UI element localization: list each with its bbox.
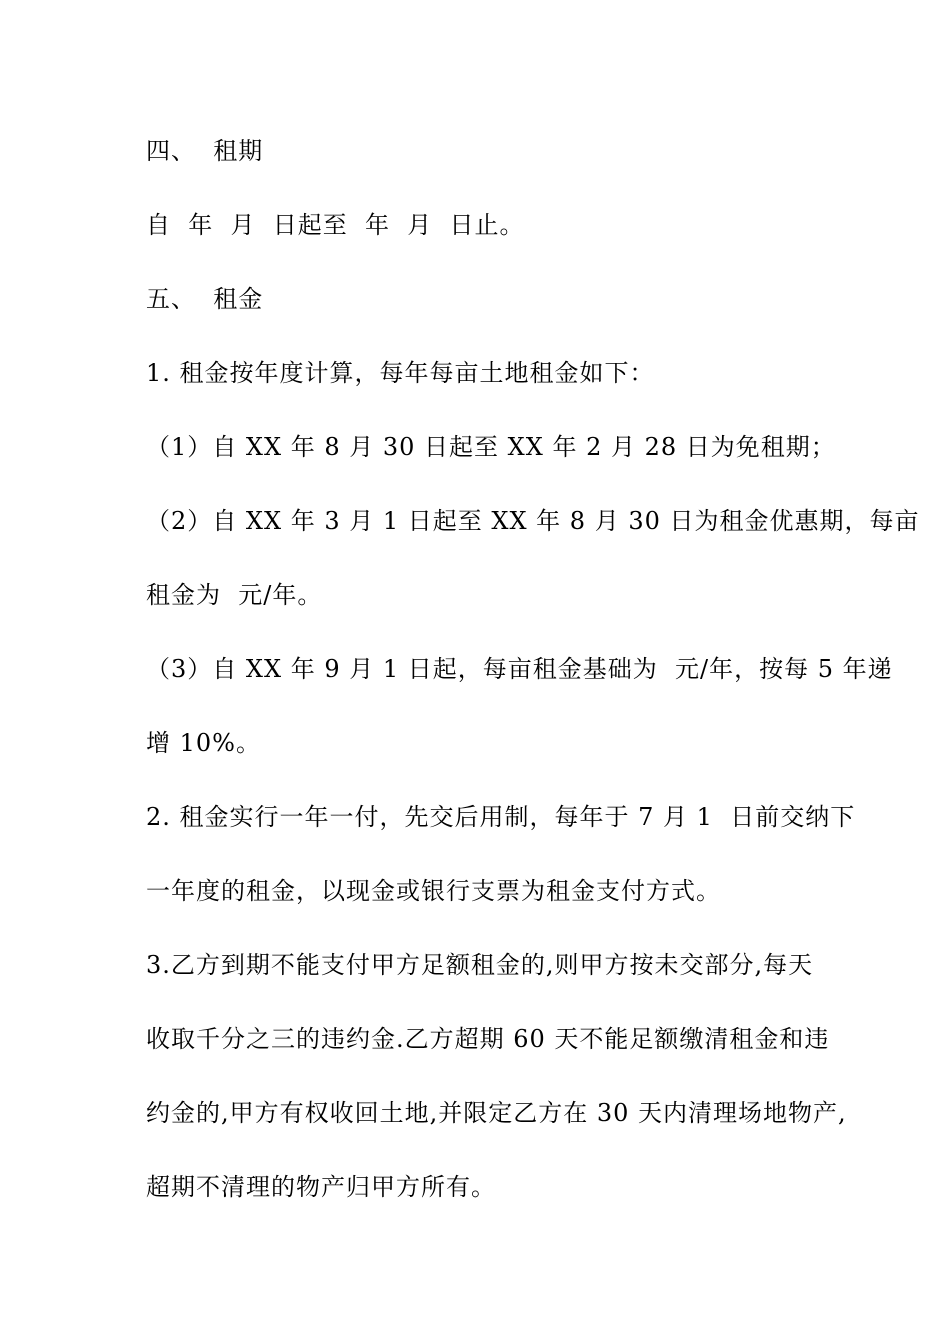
rent-clause-1-item-3-cont: 增 10%。 <box>146 729 261 757</box>
rent-clause-3: 3.乙方到期不能支付甲方足额租金的,则甲方按未交部分,每天 <box>146 951 814 979</box>
rent-clause-2: 2. 租金实行一年一付，先交后用制，每年于 7 月 1 日前交纳下 <box>146 803 856 831</box>
rent-clause-3-cont-1: 收取千分之三的违约金.乙方超期 60 天不能足额缴清租金和违 <box>146 1025 830 1053</box>
section-heading-lease-term: 四、 租期 <box>146 137 264 165</box>
rent-clause-1-item-2-cont: 租金为 元/年。 <box>146 581 323 609</box>
rent-clause-2-cont: 一年度的租金，以现金或银行支票为租金支付方式。 <box>146 877 721 905</box>
document-body <box>146 126 920 1236</box>
section-heading-rent: 五、 租金 <box>146 285 264 313</box>
rent-clause-1-item-2: （2）自 XX 年 3 月 1 日起至 XX 年 8 月 30 日为租金优惠期，每亩 <box>146 507 920 535</box>
rent-clause-3-cont-2: 约金的,甲方有权收回土地,并限定乙方在 30 天内清理场地物产, <box>146 1099 847 1127</box>
lease-term-text: 自 年 月 日起至 年 月 日止。 <box>146 211 525 239</box>
rent-clause-1-item-3: （3）自 XX 年 9 月 1 日起，每亩租金基础为 元/年，按每 5 年递 <box>146 655 893 683</box>
rent-clause-1-item-1: （1）自 XX 年 8 月 30 日起至 XX 年 2 月 28 日为免租期； <box>146 433 836 461</box>
rent-clause-1: 1. 租金按年度计算，每年每亩土地租金如下： <box>146 359 655 387</box>
rent-clause-3-cont-3: 超期不清理的物产归甲方所有。 <box>146 1173 496 1201</box>
